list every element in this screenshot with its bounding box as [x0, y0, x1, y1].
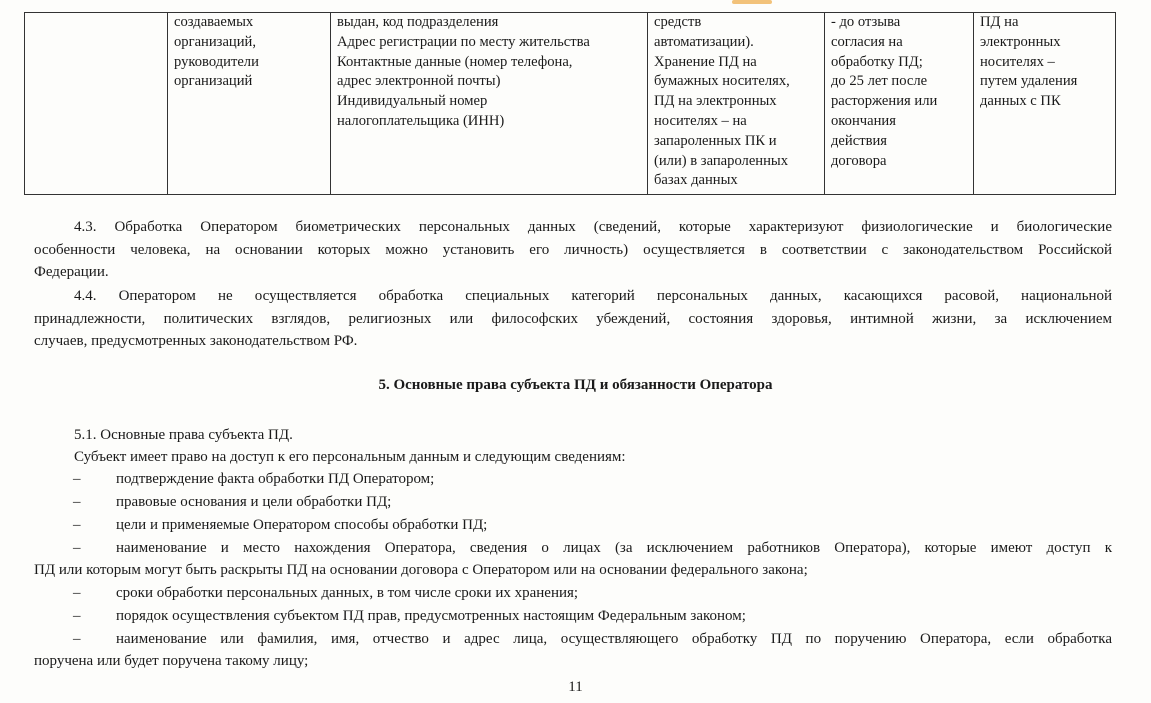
- cell-text: электронных: [980, 33, 1061, 50]
- list-dash: –: [73, 517, 81, 533]
- cell-text: организаций: [174, 73, 253, 90]
- cell-text: создаваемых: [174, 14, 254, 30]
- list-item: [116, 628, 1112, 651]
- list-item: [116, 537, 1112, 560]
- table-cell-empty: [25, 13, 168, 195]
- list-item-line: наименование или фамилия, имя, отчество и адрес лица, осуществляющего обработку ПД по поручению Оператора, если обработка: [116, 631, 1112, 647]
- cell-text: налогоплательщика (ИНН): [337, 112, 505, 129]
- cell-text: расторжения или: [831, 93, 938, 110]
- table-cell: [974, 13, 1116, 195]
- paragraph-line: 4.3. Обработка Оператором биометрических персональных данных (сведений, которые характеризуют физиологические и биологические: [74, 219, 1112, 235]
- paragraph-line: случаев, предусмотренных законодательством РФ.: [34, 333, 358, 349]
- cell-text: данных с ПК: [980, 93, 1061, 110]
- cell-text: согласия на: [831, 33, 903, 50]
- cell-text: ПД на электронных: [654, 93, 777, 110]
- paragraph-line: особенности человека, на основании которых можно установить его личность) осуществляется в соответствии с законодательством Российской: [34, 241, 1112, 258]
- list-dash: –: [73, 631, 81, 647]
- cell-text: Контактные данные (номер телефона,: [337, 53, 573, 70]
- list-item: правовые основания и цели обработки ПД;: [116, 494, 392, 510]
- cell-text: (или) в запароленных: [654, 152, 789, 169]
- cell-text: обработку ПД;: [831, 53, 923, 70]
- table-cell: [168, 13, 331, 195]
- paragraph-line: Федерации.: [34, 264, 109, 280]
- cell-text: окончания: [831, 112, 896, 129]
- paragraph-line: принадлежности, политических взглядов, религиозных или философских убеждений, состояния здоровья, интимной жизни, за исключением: [34, 310, 1112, 327]
- cell-text: адрес электронной почты): [337, 73, 501, 90]
- cell-text: договора: [831, 152, 887, 169]
- cell-text: бумажных носителях,: [654, 73, 790, 90]
- cell-text: руководители: [174, 53, 259, 70]
- list-dash: –: [73, 608, 81, 624]
- list-dash: –: [73, 471, 81, 487]
- cell-text: до 25 лет после: [831, 73, 928, 90]
- table-row: [25, 13, 1116, 195]
- list-dash: –: [73, 494, 81, 510]
- cell-text: путем удаления: [980, 73, 1078, 90]
- personal-data-table: [24, 12, 1116, 195]
- subsection-title: 5.1. Основные права субъекта ПД.: [74, 427, 293, 443]
- cell-text: носителях –: [980, 53, 1055, 70]
- cell-text: автоматизации).: [654, 33, 754, 50]
- list-item: сроки обработки персональных данных, в том числе сроки их хранения;: [116, 585, 579, 601]
- cell-text: - до отзыва: [831, 14, 901, 30]
- page-number: 11: [568, 679, 583, 695]
- cell-text: запароленных ПК и: [654, 132, 777, 149]
- paragraph-line: 4.4. Оператором не осуществляется обработка специальных категорий персональных данных, касающихся расовой, национальной: [74, 288, 1112, 304]
- table-cell: [648, 13, 825, 195]
- cell-text: ПД на: [980, 14, 1019, 30]
- list-item-continuation: ПД или которым могут быть раскрыты ПД на основании договора с Оператором или на основании федерального закона;: [34, 562, 808, 578]
- list-item: цели и применяемые Оператором способы обработки ПД;: [116, 517, 488, 533]
- paragraph-4-4: [34, 285, 1112, 353]
- list-dash: –: [73, 585, 81, 601]
- table-cell: [331, 13, 648, 195]
- list-item: подтверждение факта обработки ПД Оператором;: [116, 471, 435, 487]
- cell-text: средств: [654, 14, 702, 30]
- list-item: порядок осуществления субъектом ПД прав, предусмотренных настоящим Федеральным законом;: [116, 608, 746, 624]
- cell-text: действия: [831, 132, 887, 149]
- list-item-line: наименование и место нахождения Оператора, сведения о лицах (за исключением работников Оператора), которые имеют доступ к: [116, 540, 1112, 556]
- cell-text: Адрес регистрации по месту жительства: [337, 33, 590, 50]
- list-intro: Субъект имеет право на доступ к его персональным данным и следующим сведениям:: [74, 449, 626, 465]
- cell-text: организаций,: [174, 33, 256, 50]
- table-cell: [825, 13, 974, 195]
- cell-text: Хранение ПД на: [654, 53, 757, 70]
- paragraph-4-3: [34, 216, 1112, 284]
- scan-artifact: [732, 0, 772, 4]
- list-dash: –: [73, 540, 81, 556]
- section-heading: 5. Основные права субъекта ПД и обязанности Оператора: [378, 377, 773, 393]
- cell-text: выдан, код подразделения: [337, 14, 499, 30]
- cell-text: базах данных: [654, 172, 738, 189]
- list-item-continuation: поручена или будет поручена такому лицу;: [34, 653, 309, 669]
- cell-text: Индивидуальный номер: [337, 93, 488, 110]
- cell-text: носителях – на: [654, 112, 747, 129]
